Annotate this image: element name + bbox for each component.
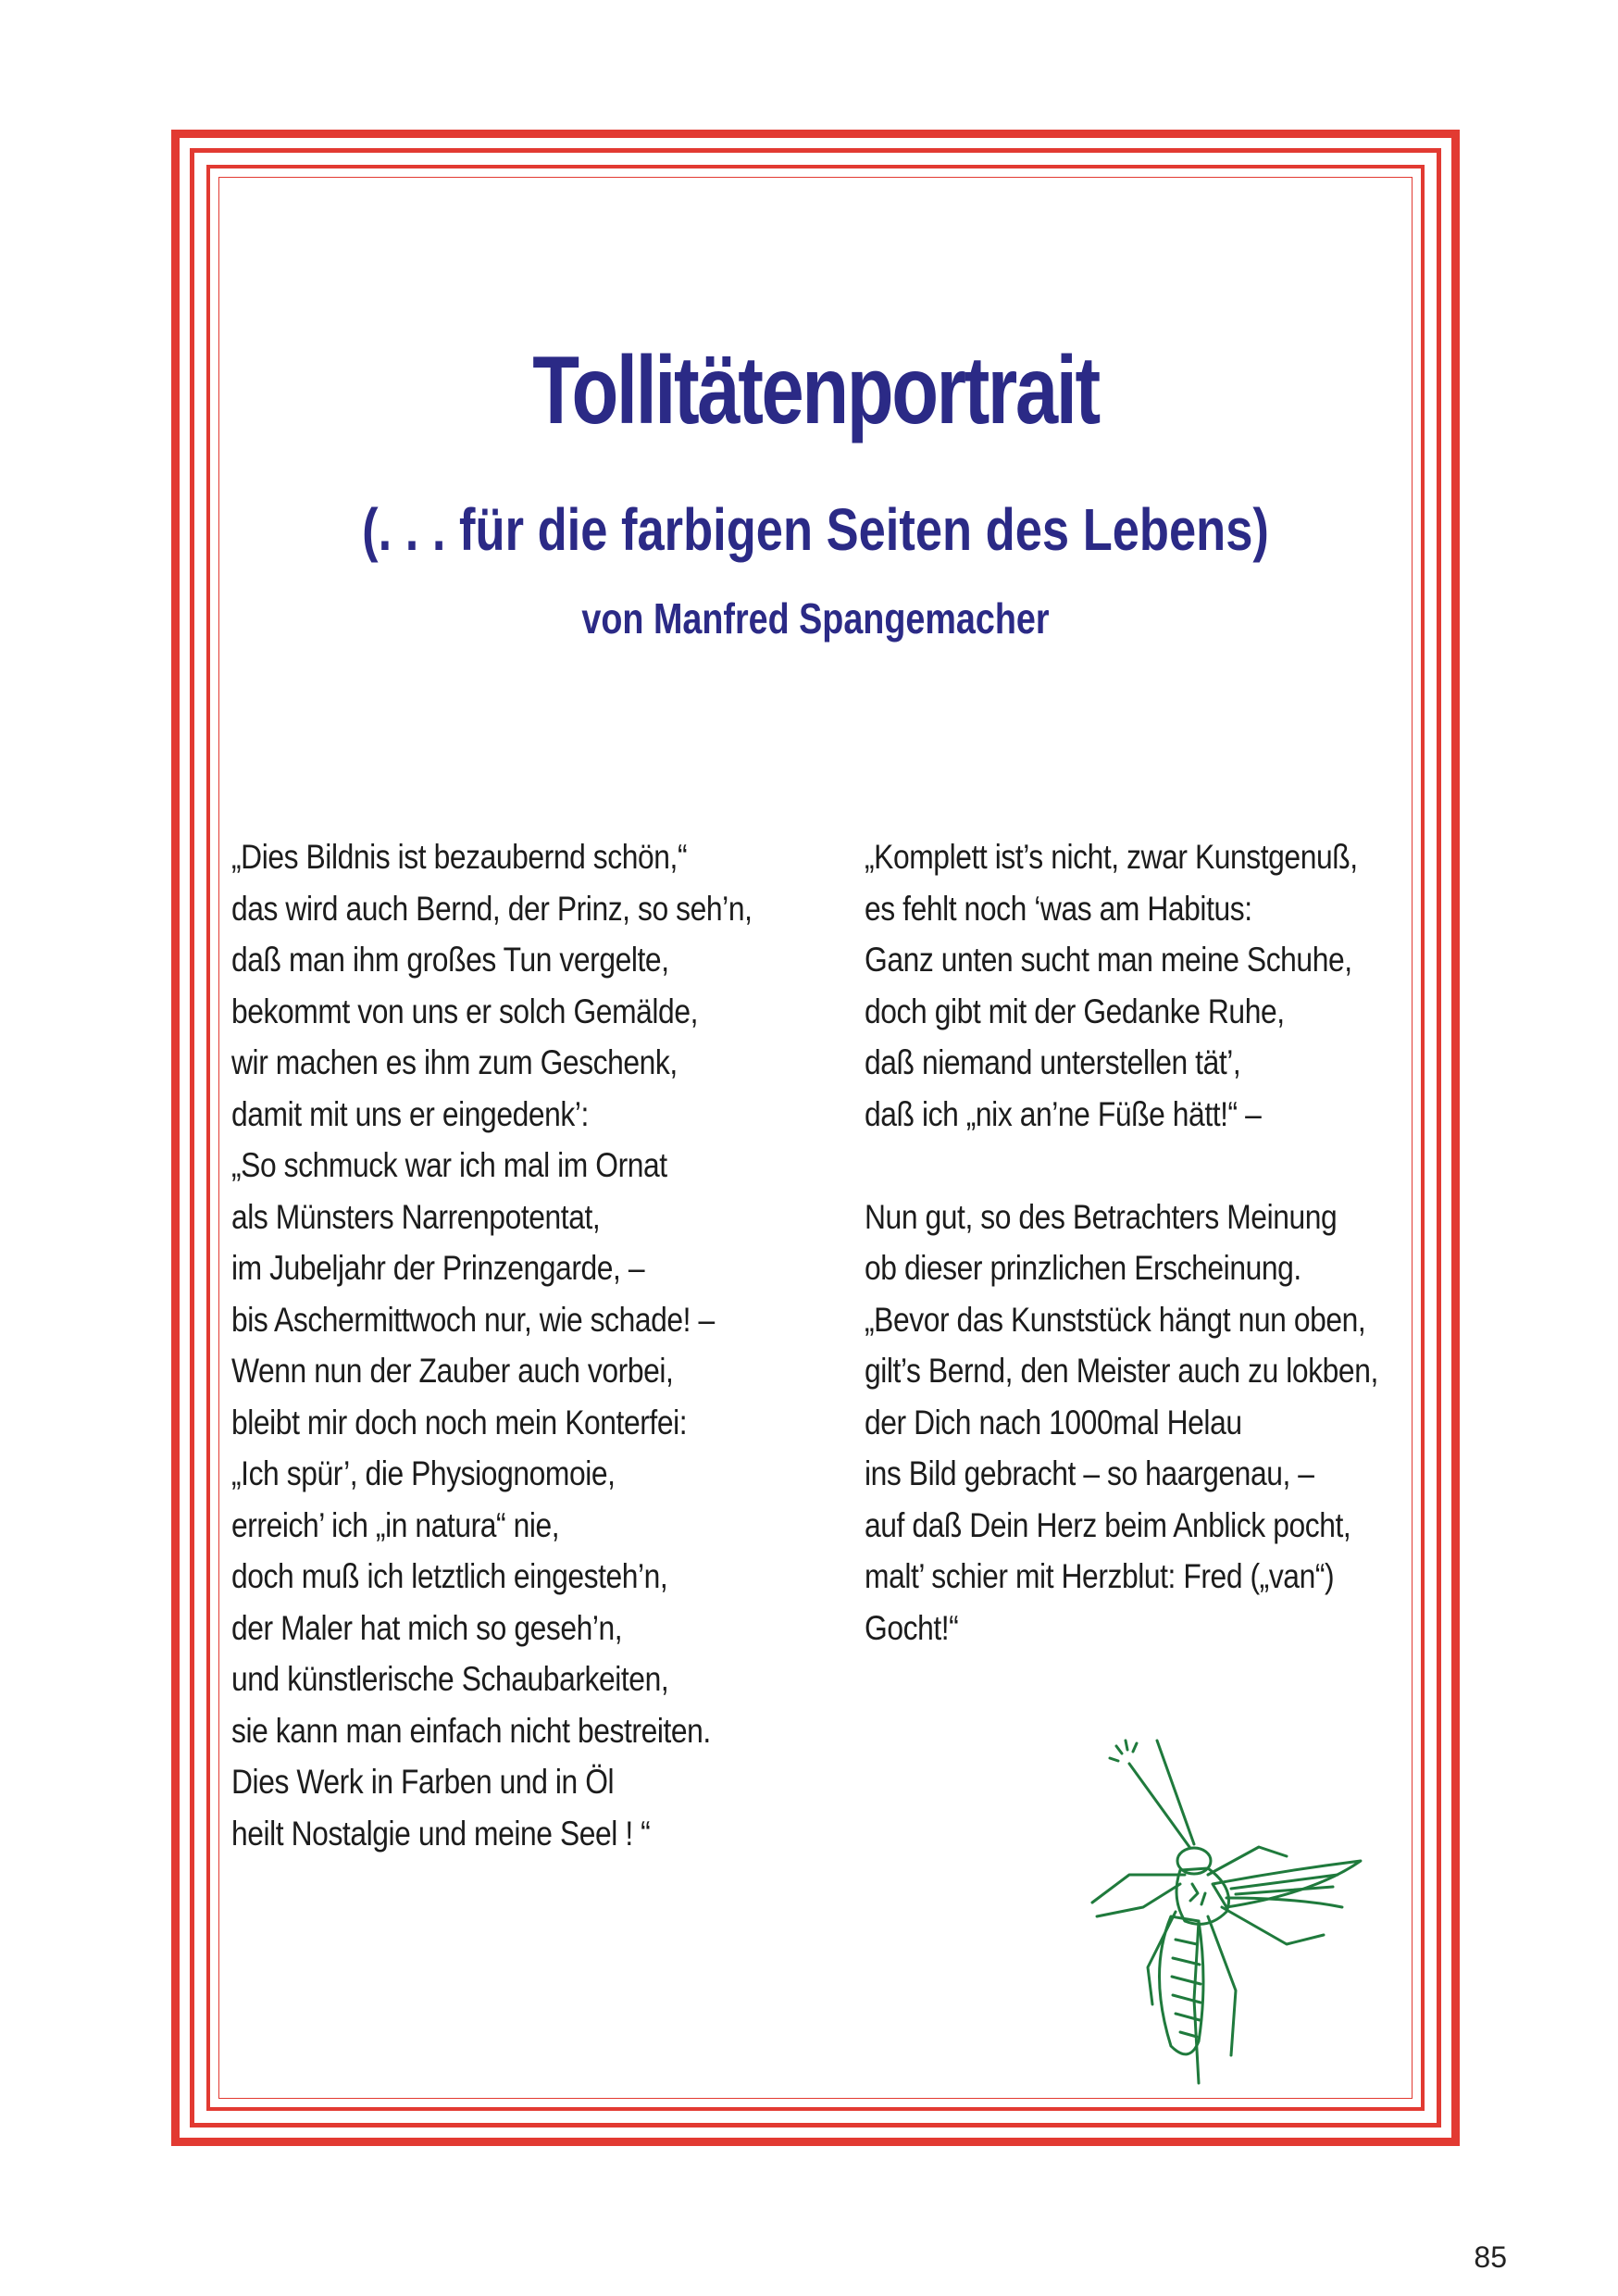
page-title: Tollitätenportrait xyxy=(532,337,1099,444)
poem-line: Gocht!“ xyxy=(865,1608,959,1647)
poem-line: doch muß ich letztlich eingesteh’n, xyxy=(231,1557,668,1595)
poem-line: gilt’s Bernd, den Meister auch zu lokben, xyxy=(865,1352,1378,1390)
poem-line: auf daß Dein Herz beim Anblick pocht, xyxy=(865,1505,1351,1544)
poem-left-column xyxy=(231,831,753,1859)
poem-line: der Dich nach 1000mal Helau xyxy=(865,1403,1242,1441)
poem-line: Wenn nun der Zauber auch vorbei, xyxy=(231,1352,674,1390)
poem-line: „So schmuck war ich mal im Ornat xyxy=(231,1146,667,1184)
poem-line: Nun gut, so des Betrachters Meinung xyxy=(865,1197,1338,1236)
poem-line: daß niemand unterstellen tät’, xyxy=(865,1043,1241,1081)
poem-line: bekommt von uns er solch Gemälde, xyxy=(231,992,699,1030)
author-line: von Manfred Spangemacher xyxy=(581,594,1050,643)
poem-line: als Münsters Narrenpotentat, xyxy=(231,1197,601,1236)
poem-line: im Jubeljahr der Prinzengarde, – xyxy=(231,1249,645,1287)
poem-line: der Maler hat mich so geseh’n, xyxy=(231,1608,623,1647)
poem-line: Dies Werk in Farben und in Öl xyxy=(231,1763,615,1801)
poem-line: daß ich „nix an’ne Füße hätt!“ – xyxy=(865,1094,1262,1133)
page-number: 85 xyxy=(1474,2240,1507,2274)
poem-line: bis Aschermittwoch nur, wie schade! – xyxy=(231,1300,715,1339)
poem-line: ins Bild gebracht – so haargenau, – xyxy=(865,1454,1314,1492)
poem-line: „Dies Bildnis ist bezaubernd schön,“ xyxy=(231,838,688,876)
page-subtitle: (. . . für die farbigen Seiten des Lebens) xyxy=(362,496,1269,563)
grasshopper-icon xyxy=(1009,1722,1398,2092)
stanza-gap xyxy=(865,1140,1378,1192)
poem-line: doch gibt mit der Gedanke Ruhe, xyxy=(865,992,1285,1030)
poem-line: erreich’ ich „in natura“ nie, xyxy=(231,1505,560,1544)
poem-line: heilt Nostalgie und meine Seel ! “ xyxy=(231,1814,651,1853)
poem-line: malt’ schier mit Herzblut: Fred („van“) xyxy=(865,1557,1335,1595)
poem-line: „Komplett ist’s nicht, zwar Kunstgenuß, xyxy=(865,838,1358,876)
poem-line: bleibt mir doch noch mein Konterfei: xyxy=(231,1403,688,1441)
poem-line: und künstlerische Schaubarkeiten, xyxy=(231,1660,669,1698)
poem-line: sie kann man einfach nicht bestreiten. xyxy=(231,1711,711,1750)
poem-line: damit mit uns er eingedenk’: xyxy=(231,1094,589,1133)
poem-line: daß man ihm großes Tun vergelte, xyxy=(231,941,669,979)
poem-line: das wird auch Bernd, der Prinz, so seh’n, xyxy=(231,889,753,928)
poem-line: „Ich spür’, die Physiognomoie, xyxy=(231,1454,616,1492)
poem-line: Ganz unten sucht man meine Schuhe, xyxy=(865,941,1352,979)
poem-right-column xyxy=(865,831,1378,1653)
poem-line: „Bevor das Kunststück hängt nun oben, xyxy=(865,1300,1366,1339)
poem-line: ob dieser prinzlichen Erscheinung. xyxy=(865,1249,1301,1287)
poem-line: es fehlt noch ‘was am Habitus: xyxy=(865,889,1252,928)
poem-line: wir machen es ihm zum Geschenk, xyxy=(231,1043,678,1081)
